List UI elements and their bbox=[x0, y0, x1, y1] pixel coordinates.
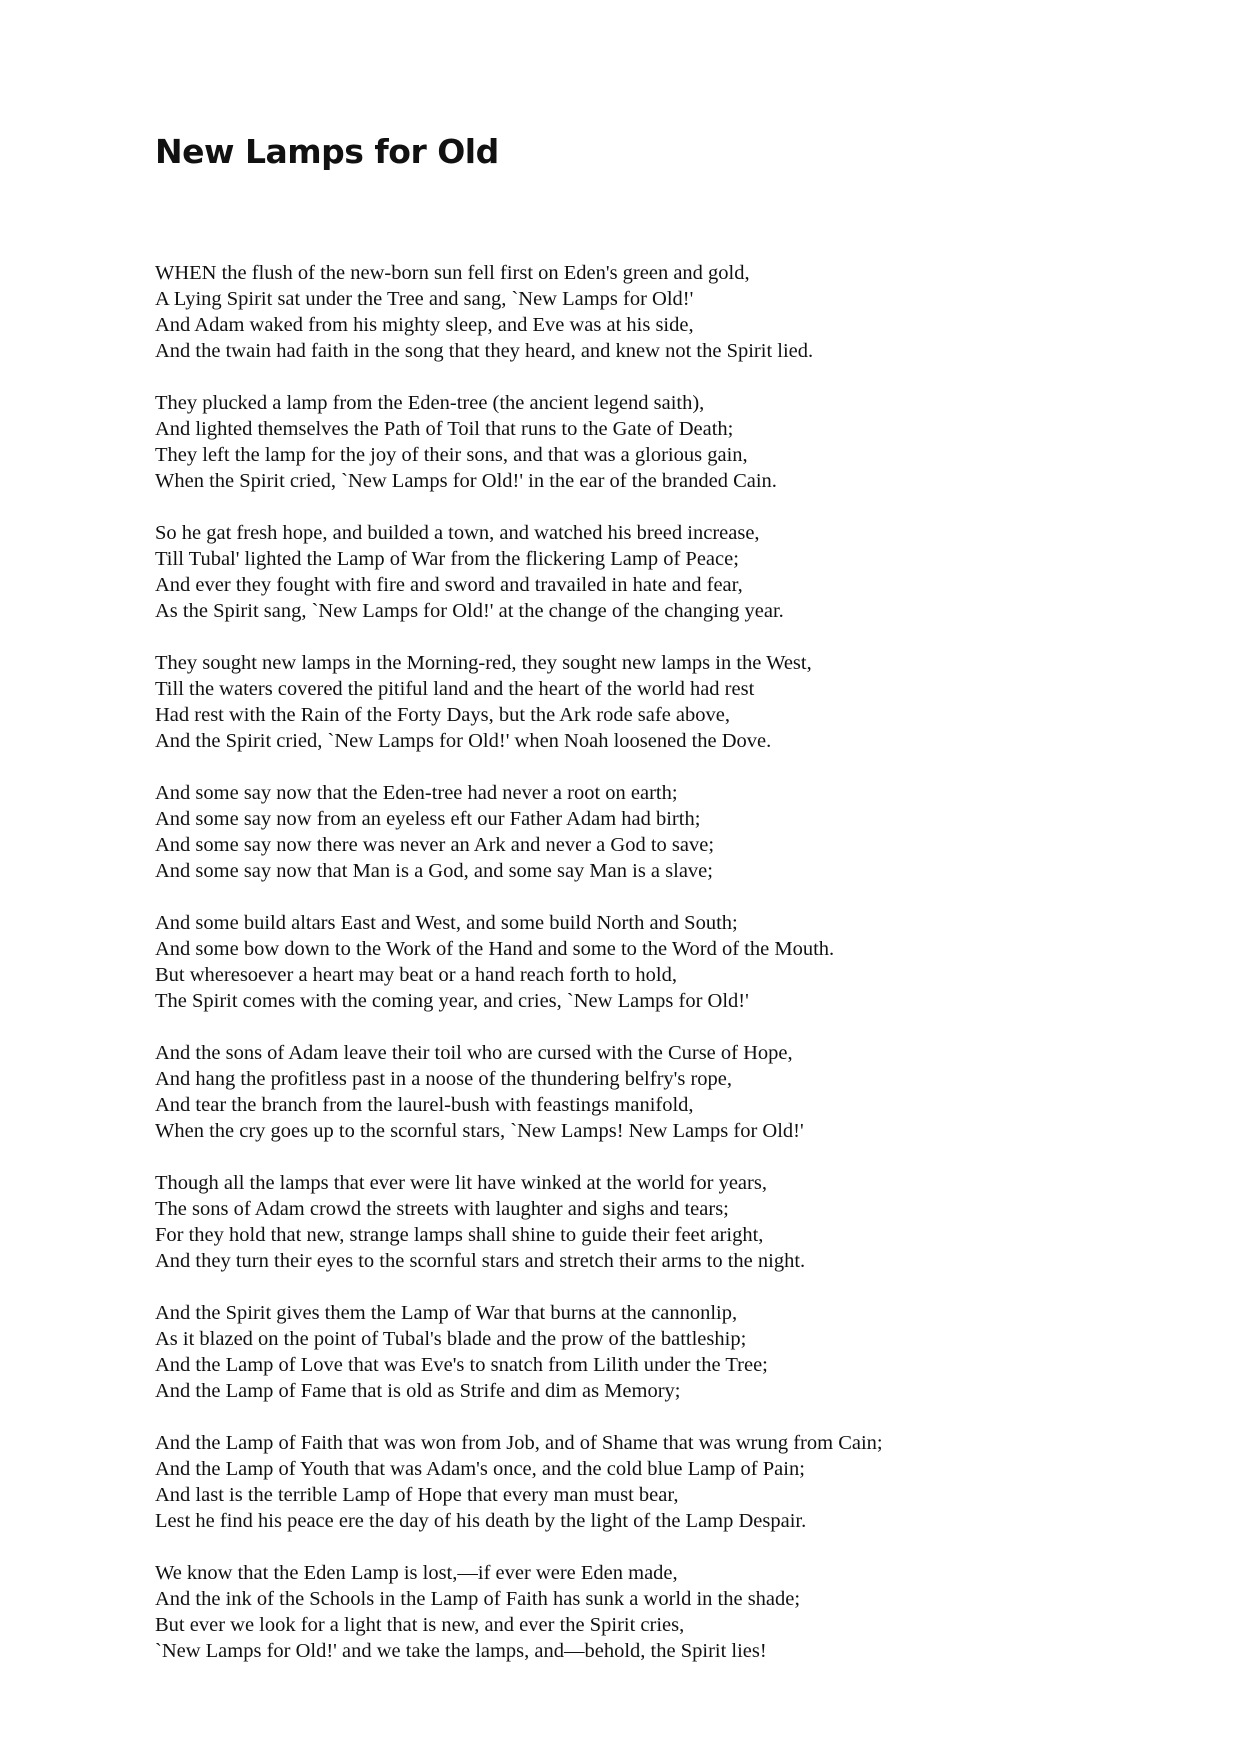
stanza bbox=[155, 260, 1155, 390]
stanza bbox=[155, 910, 1155, 1040]
poem-line: And the Lamp of Fame that is old as Strife and dim as Memory; bbox=[155, 1380, 681, 1402]
poem-line: `New Lamps for Old!' and we take the lamps, and—behold, the Spirit lies! bbox=[155, 1640, 767, 1662]
poem-line: And some build altars East and West, and some build North and South; bbox=[155, 912, 738, 934]
stanza bbox=[155, 650, 1155, 780]
poem-line: When the Spirit cried, `New Lamps for Old!' in the ear of the branded Cain. bbox=[155, 470, 777, 492]
poem-line: They plucked a lamp from the Eden-tree (the ancient legend saith), bbox=[155, 392, 705, 414]
poem-line: As it blazed on the point of Tubal's blade and the prow of the battleship; bbox=[155, 1328, 747, 1350]
stanza bbox=[155, 1560, 1155, 1690]
poem-line: The sons of Adam crowd the streets with laughter and sighs and tears; bbox=[155, 1198, 729, 1220]
poem-line: And lighted themselves the Path of Toil that runs to the Gate of Death; bbox=[155, 418, 734, 440]
poem-line: So he gat fresh hope, and builded a town, and watched his breed increase, bbox=[155, 522, 760, 544]
poem-line: But wheresoever a heart may beat or a hand reach forth to hold, bbox=[155, 964, 677, 986]
stanza bbox=[155, 1170, 1155, 1300]
poem-line: And the Lamp of Youth that was Adam's once, and the cold blue Lamp of Pain; bbox=[155, 1458, 805, 1480]
poem-line: When the cry goes up to the scornful stars, `New Lamps! New Lamps for Old!' bbox=[155, 1120, 804, 1142]
poem-line: Lest he find his peace ere the day of his death by the light of the Lamp Despair. bbox=[155, 1510, 807, 1532]
poem-line: And some say now that the Eden-tree had never a root on earth; bbox=[155, 782, 678, 804]
poem-line: And the Lamp of Faith that was won from Job, and of Shame that was wrung from Cain; bbox=[155, 1432, 883, 1454]
poem-line: And the sons of Adam leave their toil who are cursed with the Curse of Hope, bbox=[155, 1042, 793, 1064]
stanza bbox=[155, 1300, 1155, 1430]
poem-line: The Spirit comes with the coming year, and cries, `New Lamps for Old!' bbox=[155, 990, 749, 1012]
poem-line: Till Tubal' lighted the Lamp of War from the flickering Lamp of Peace; bbox=[155, 548, 739, 570]
poem-line: We know that the Eden Lamp is lost,—if ever were Eden made, bbox=[155, 1562, 678, 1584]
poem-line: And some say now from an eyeless eft our Father Adam had birth; bbox=[155, 808, 701, 830]
poem-line: They sought new lamps in the Morning-red, they sought new lamps in the West, bbox=[155, 652, 812, 674]
poem-line: But ever we look for a light that is new, and ever the Spirit cries, bbox=[155, 1614, 685, 1636]
poem-line: And the Spirit gives them the Lamp of War that burns at the cannonlip, bbox=[155, 1302, 738, 1324]
poem-line: For they hold that new, strange lamps shall shine to guide their feet aright, bbox=[155, 1224, 764, 1246]
poem-line: And the Spirit cried, `New Lamps for Old!' when Noah loosened the Dove. bbox=[155, 730, 772, 752]
poem-line: WHEN the flush of the new-born sun fell first on Eden's green and gold, bbox=[155, 262, 750, 284]
poem-line: And some say now there was never an Ark and never a God to save; bbox=[155, 834, 715, 856]
page-title: New Lamps for Old bbox=[155, 132, 499, 171]
poem-line: Had rest with the Rain of the Forty Days, but the Ark rode safe above, bbox=[155, 704, 731, 726]
poem-line: And some bow down to the Work of the Hand and some to the Word of the Mouth. bbox=[155, 938, 835, 960]
poem-line: And last is the terrible Lamp of Hope that every man must bear, bbox=[155, 1484, 679, 1506]
poem-line: Though all the lamps that ever were lit have winked at the world for years, bbox=[155, 1172, 767, 1194]
poem-line: As the Spirit sang, `New Lamps for Old!' at the change of the changing year. bbox=[155, 600, 784, 622]
stanza bbox=[155, 1040, 1155, 1170]
poem-line: Till the waters covered the pitiful land and the heart of the world had rest bbox=[155, 678, 755, 700]
poem-line: And some say now that Man is a God, and some say Man is a slave; bbox=[155, 860, 713, 882]
poem-line: They left the lamp for the joy of their sons, and that was a glorious gain, bbox=[155, 444, 748, 466]
stanza bbox=[155, 780, 1155, 910]
poem-line: And tear the branch from the laurel-bush with feastings manifold, bbox=[155, 1094, 694, 1116]
poem-line: And ever they fought with fire and sword and travailed in hate and fear, bbox=[155, 574, 743, 596]
poem-line: And the ink of the Schools in the Lamp of Faith has sunk a world in the shade; bbox=[155, 1588, 801, 1610]
poem-line: And the Lamp of Love that was Eve's to snatch from Lilith under the Tree; bbox=[155, 1354, 768, 1376]
poem-line: And the twain had faith in the song that they heard, and knew not the Spirit lied. bbox=[155, 340, 814, 362]
stanza bbox=[155, 520, 1155, 650]
poem-line: And Adam waked from his mighty sleep, and Eve was at his side, bbox=[155, 314, 694, 336]
poem-body bbox=[155, 260, 1155, 1690]
stanza bbox=[155, 390, 1155, 520]
poem-line: And they turn their eyes to the scornful stars and stretch their arms to the night. bbox=[155, 1250, 806, 1272]
stanza bbox=[155, 1430, 1155, 1560]
poem-line: A Lying Spirit sat under the Tree and sang, `New Lamps for Old!' bbox=[155, 288, 694, 310]
poem-line: And hang the profitless past in a noose of the thundering belfry's rope, bbox=[155, 1068, 732, 1090]
